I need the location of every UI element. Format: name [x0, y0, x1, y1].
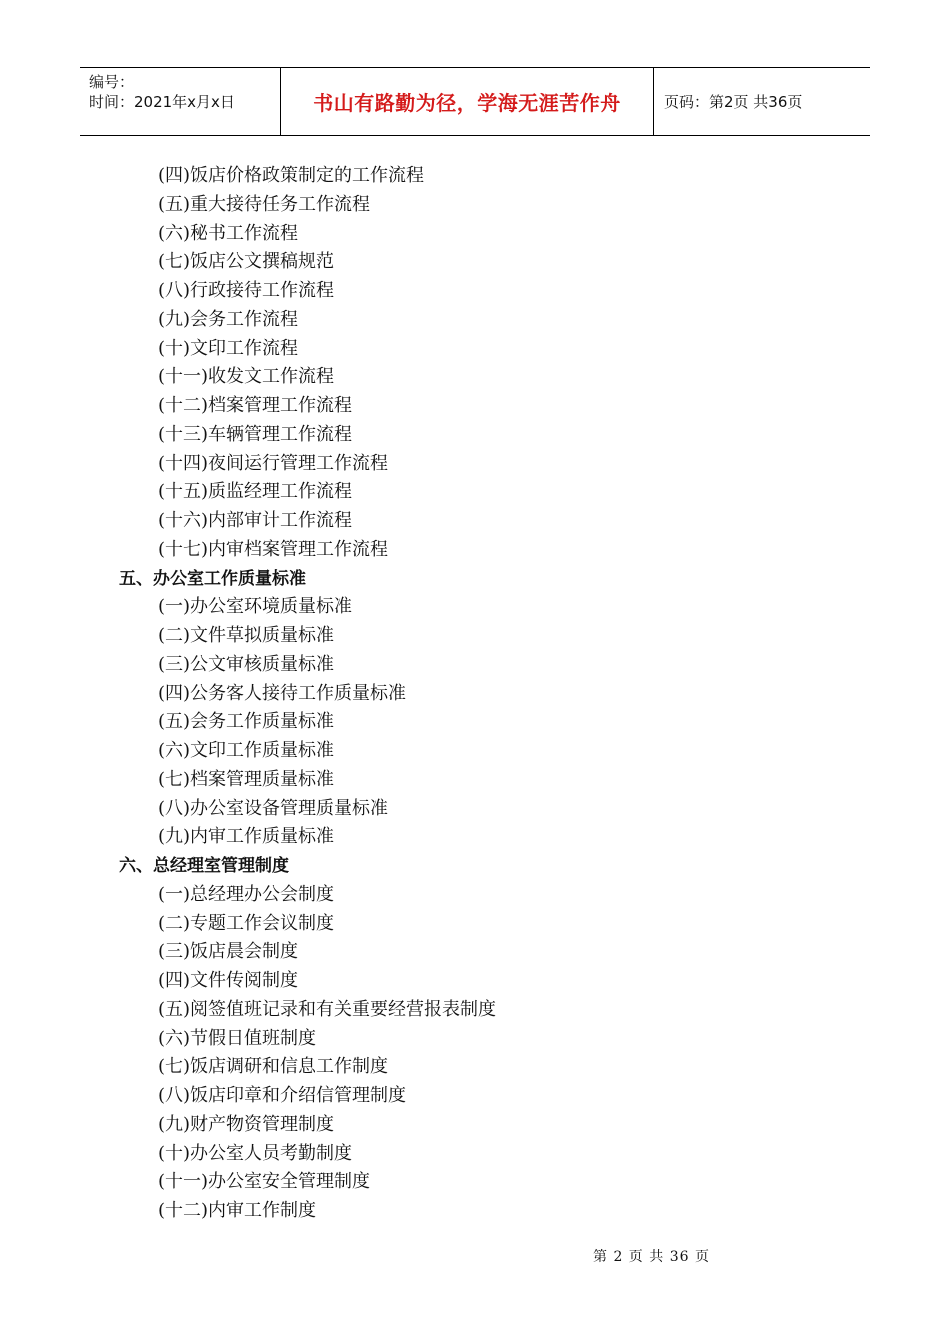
toc-item: (七)饭店调研和信息工作制度: [158, 1056, 389, 1078]
header-page-number: 页码：第2页 共36页: [664, 93, 803, 111]
toc-item: (一)办公室环境质量标准: [158, 596, 353, 618]
toc-item: (一)总经理办公会制度: [158, 883, 335, 905]
header-motto: 书山有路勤为径，学海无涯苦作舟: [281, 68, 654, 135]
toc-item: (三)饭店晨会制度: [158, 941, 299, 963]
toc-item: (十三)车辆管理工作流程: [158, 423, 353, 445]
toc-item: (四)公务客人接待工作质量标准: [158, 682, 407, 704]
page-footer: 第 2 页 共 36 页: [593, 1249, 710, 1265]
document-time-label: 时间：2021年x月x日: [89, 93, 235, 111]
toc-item: (十二)内审工作制度: [158, 1200, 317, 1221]
toc-item: (十七)内审档案管理工作流程: [158, 538, 389, 560]
toc-section-heading: 六、总经理室管理制度: [119, 856, 289, 876]
toc-item: (十一)办公室安全管理制度: [158, 1171, 371, 1193]
document-number-label: 编号：: [89, 73, 135, 91]
toc-item: (十六)内部审计工作流程: [158, 510, 353, 531]
toc-item: (八)办公室设备管理质量标准: [158, 797, 389, 819]
toc-item: (八)行政接待工作流程: [158, 280, 335, 301]
toc-item: (五)重大接待任务工作流程: [158, 193, 371, 215]
toc-item: (十五)质监经理工作流程: [158, 481, 353, 503]
toc-item: (十二)档案管理工作流程: [158, 395, 353, 416]
toc-item: (四)文件传阅制度: [158, 970, 299, 991]
toc-item: (六)文印工作质量标准: [158, 740, 335, 761]
table-of-contents: [0, 162, 950, 1226]
toc-item: (九)内审工作质量标准: [158, 826, 335, 848]
toc-item: (九)会务工作流程: [158, 308, 299, 330]
toc-item: (十一)收发文工作流程: [158, 366, 335, 388]
toc-item: (五)阅签值班记录和有关重要经营报表制度: [158, 998, 497, 1020]
toc-item: (六)秘书工作流程: [158, 222, 299, 244]
toc-item: (十四)夜间运行管理工作流程: [158, 452, 389, 474]
toc-item: (八)饭店印章和介绍信管理制度: [158, 1085, 407, 1106]
toc-item: (四)饭店价格政策制定的工作流程: [158, 165, 425, 186]
toc-item: (十)文印工作流程: [158, 337, 299, 359]
header-meta-cell: [80, 68, 281, 135]
toc-section-heading: 五、办公室工作质量标准: [119, 568, 306, 589]
toc-item: (九)财产物资管理制度: [158, 1113, 335, 1135]
toc-item: (十)办公室人员考勤制度: [158, 1142, 353, 1164]
page-header: [80, 67, 870, 136]
toc-item: (二)文件草拟质量标准: [158, 625, 335, 646]
toc-item: (七)档案管理质量标准: [158, 768, 335, 790]
toc-item: (七)饭店公文撰稿规范: [158, 251, 335, 273]
toc-item: (二)专题工作会议制度: [158, 912, 335, 934]
toc-item: (五)会务工作质量标准: [158, 711, 335, 733]
toc-item: (三)公文审核质量标准: [158, 653, 335, 675]
toc-item: (六)节假日值班制度: [158, 1027, 317, 1049]
